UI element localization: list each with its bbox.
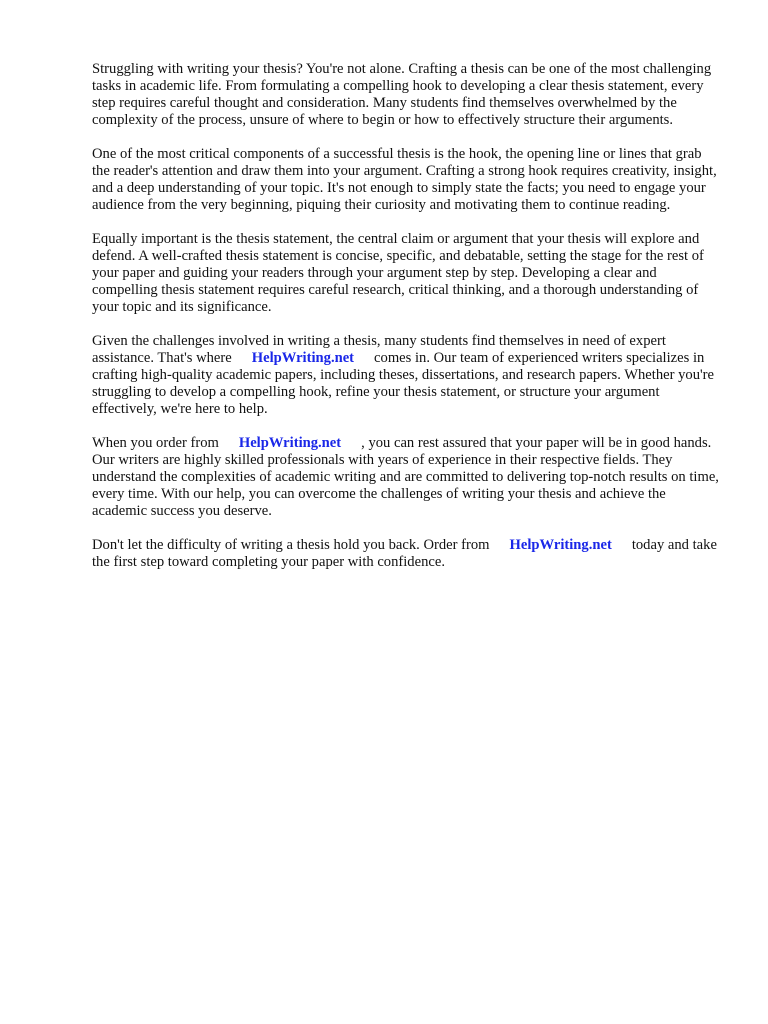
paragraph-assistance: [92, 333, 722, 418]
paragraph-hook: One of the most critical components of a successful thesis is the hook, the opening line or lines that grab the reader's attention and draw them into your argument. Crafting a strong hook requires creativity, insight, and a deep understanding of your topic. It's not enough to simply state the facts; you need to engage your audience from the very beginning, piquing their curiosity and motivating them to continue reading.: [92, 145, 717, 214]
paragraph-order-text-before: When you order from: [92, 434, 219, 451]
helpwriting-link[interactable]: HelpWriting.net: [238, 434, 342, 451]
paragraph-closing: [92, 537, 722, 571]
paragraph-intro: Struggling with writing your thesis? You're not alone. Crafting a thesis can be one of the most challenging tasks in academic life. From formulating a compelling hook to developing a clear thesis statement, every step requires careful thought and consideration. Many students find themselves overwhelmed by the complexity of the process, unsure of where to begin or how to effectively structure their arguments.: [92, 61, 712, 129]
paragraph-assistance-text-after: comes in. Our team of experienced writers specializes in crafting high-quality academic papers, including theses, dissertations, and research papers. Whether you're struggling to develop a compelling hook, refine your thesis statement, or structure your argument effectively, we're here to help.: [92, 349, 714, 418]
document-body: [92, 61, 722, 587]
paragraph-order-text-after: , you can rest assured that your paper will be in good hands. Our writers are highly skilled professionals with years of experience in their respective fields. They understand the complexities of academic writing and are committed to delivering top-notch results on time, every time. With our help, you can overcome the challenges of writing your thesis and achieve the academic success you deserve.: [92, 434, 719, 520]
helpwriting-link[interactable]: HelpWriting.net: [509, 536, 612, 553]
helpwriting-link[interactable]: HelpWriting.net: [251, 349, 355, 366]
paragraph-closing-text-after: today and take the first step toward completing your paper with confidence.: [92, 536, 717, 570]
paragraph-thesis-statement: Equally important is the thesis statement, the central claim or argument that your thesis will explore and defend. A well-crafted thesis statement is concise, specific, and debatable, setting the stage for the rest of your paper and guiding your readers through your argument step by step. Developing a clear and compelling thesis statement requires careful research, critical thinking, and a thorough understanding of your topic and its significance.: [92, 230, 704, 316]
paragraph-closing-text-before: Don't let the difficulty of writing a thesis hold you back. Order from: [92, 536, 490, 553]
paragraph-assistance-text-before: Given the challenges involved in writing a thesis, many students find themselves in need of expert assistance. That's where: [92, 332, 666, 366]
paragraph-order: [92, 435, 722, 520]
